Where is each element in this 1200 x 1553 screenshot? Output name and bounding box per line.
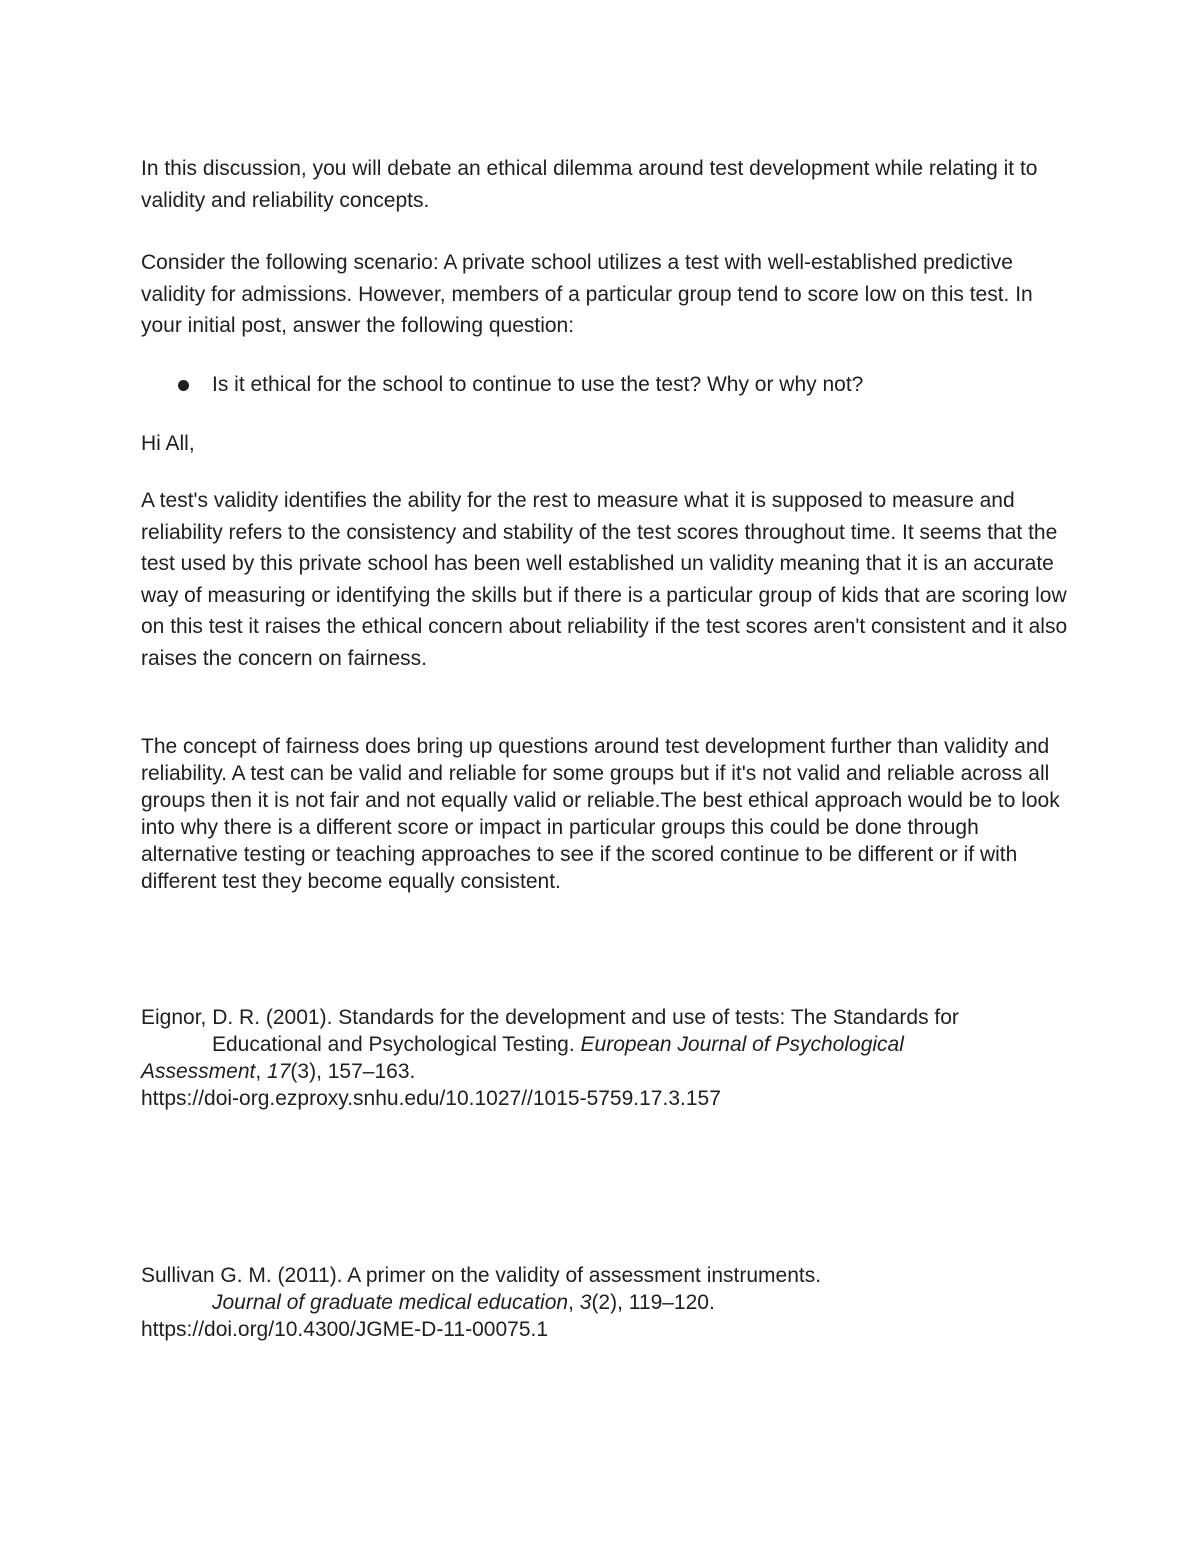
response-paragraph-1: A test's validity identifies the ability for the rest to measure what it is supposed to measure and reliability refers to the consistency and stability of the test scores throughout time. It seems that the test used by this private school has been well established un validity meaning that it is an accurate way of measuring or identifying the skills but if there is a particular group of kids that are scoring low on this test it raises the ethical concern about reliability if the test scores aren't consistent and it also raises the concern on fairness. xyxy=(141,489,1068,670)
reference-separator: , xyxy=(568,1291,580,1314)
reference-separator: , xyxy=(255,1060,268,1083)
reference-line xyxy=(141,1289,1071,1316)
greeting: Hi All, xyxy=(141,432,195,455)
reference-line xyxy=(141,1058,1071,1085)
question-text: Is it ethical for the school to continue to use the test? Why or why not? xyxy=(212,373,864,396)
reference-text: Educational and Psychological Testing. xyxy=(212,1033,581,1056)
prompt-intro: In this discussion, you will debate an ethical dilemma around test development while relating it to validity and reliability concepts. xyxy=(141,157,1038,212)
response-paragraph-2: The concept of fairness does bring up questions around test development further than validity and reliability. A test can be valid and reliable for some groups but if it's not valid and reliable across all groups then it is not fair and not equally valid or reliable.The best ethical approach would be to look into why there is a different score or impact in particular groups this could be done through alternative testing or teaching approaches to see if the scored continue to be different or if with different test they become equally consistent. xyxy=(141,735,1060,893)
reference-url: https://doi-org.ezproxy.snhu.edu/10.1027//1015-5759.17.3.157 xyxy=(141,1087,721,1110)
reference-line xyxy=(141,1031,1071,1058)
question-list-item xyxy=(141,370,1071,400)
journal-volume: 3 xyxy=(579,1291,592,1314)
reference-line: Sullivan G. M. (2011). A primer on the validity of assessment instruments. xyxy=(141,1264,822,1287)
reference-sullivan xyxy=(141,1262,1071,1343)
journal-title: Journal of graduate medical education xyxy=(212,1291,569,1314)
reference-url: https://doi.org/10.4300/JGME-D-11-00075.1 xyxy=(141,1318,549,1341)
bullet-icon xyxy=(178,380,189,391)
prompt-scenario: Consider the following scenario: A private school utilizes a test with well-established predictive validity for admissions. However, members of a particular group tend to score low on this test. In your initial post, answer the following question: xyxy=(141,251,1033,337)
journal-volume: 17 xyxy=(267,1060,291,1083)
reference-line: Eignor, D. R. (2001). Standards for the development and use of tests: The Standards for xyxy=(141,1006,959,1029)
journal-title: Assessment xyxy=(141,1060,256,1083)
reference-pages: (3), 157–163. xyxy=(290,1060,416,1083)
reference-eignor xyxy=(141,1004,1071,1112)
journal-title: European Journal of Psychological xyxy=(580,1033,904,1056)
reference-pages: (2), 119–120. xyxy=(591,1291,715,1314)
